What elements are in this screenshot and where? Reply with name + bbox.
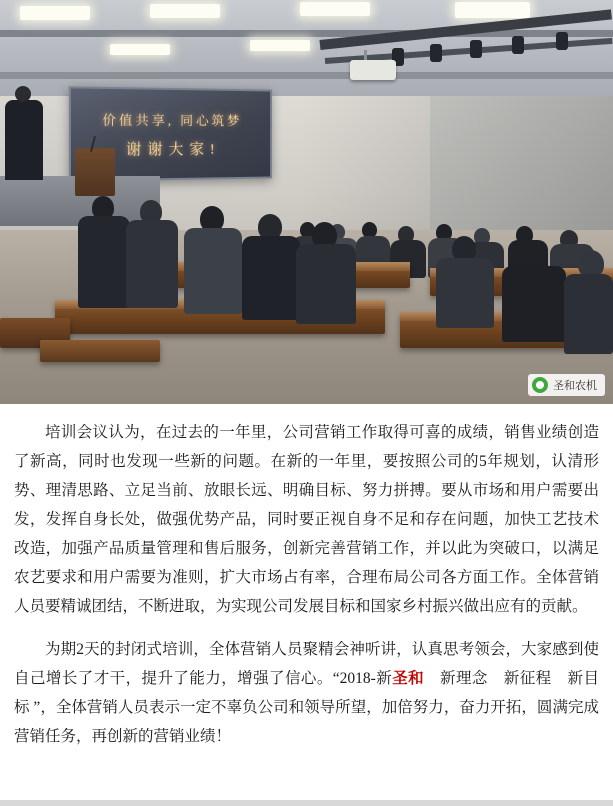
paragraph-2-text-part-1: 为期2天的封闭式培训，全体营销人员聚精会神听讲，认真思考领会，大家感到使自己增长了才干，提升了能力，增强了信心。“2018-新 — [14, 641, 599, 687]
green-circle-logo-icon — [532, 377, 548, 393]
screen-text-line-2: 谢谢大家! — [125, 141, 221, 159]
paragraph-1-text: 培训会议认为，在过去的一年里，公司营销工作取得可喜的成绩，销售业绩创造了新高，同时也发现一些新的问题。在新的一年里，要按照公司的5年规划，认清形势、理清思路、立足当前、放眼长远、明确目标、努力拼搏。要从市场和用户需要出发，发挥自身长处，做强优势产品，同时要正视自身不足和存在问题，加快工艺技术改造，加强产品质量管理和售后服务，创新完善营销工作，并以此为突破口，以满足农艺要求和用户需要为准则，扩大市场占有率，合理布局公司各方面工作。全体营销人员要精诚团结，不断进取，为实现公司发展目标和国家乡村振兴做出应有的贡献。 — [14, 424, 599, 615]
spotlight-icon — [470, 40, 482, 58]
podium — [75, 148, 115, 196]
standing-presenter — [5, 100, 43, 180]
attendee-body — [296, 244, 356, 324]
ceiling-beam — [0, 72, 613, 79]
ceiling-light — [300, 2, 370, 16]
projector — [350, 60, 396, 80]
spotlight-icon — [556, 32, 568, 50]
ceiling-light — [150, 4, 220, 18]
attendee-body — [184, 228, 242, 314]
paragraph-2 — [14, 635, 599, 751]
article-body — [0, 404, 613, 751]
highlighted-brand-text: 圣和 — [392, 670, 425, 687]
spotlight-icon — [430, 44, 442, 62]
attendee-body — [78, 216, 130, 308]
paragraph-1 — [14, 418, 599, 621]
attendee-body — [502, 266, 566, 342]
spotlight-icon — [512, 36, 524, 54]
chair — [40, 340, 160, 362]
attendee-body — [242, 236, 300, 320]
screen-text-line-1: 价值共享, 同心筑梦 — [102, 112, 243, 129]
paragraph-2-text-part-2: 新理念 新征程 新目标 ”，全体营销人员表示一定不辜负公司和领导所望，加倍努力，奋力开拓，圆满完成营销任务，再创新的营销业绩！ — [14, 670, 599, 745]
footer-divider — [0, 800, 613, 806]
attendee-body — [564, 274, 613, 354]
watermark-badge — [528, 374, 605, 396]
ceiling-light — [20, 6, 90, 20]
ceiling-light — [110, 44, 170, 55]
watermark-label: 圣和农机 — [553, 380, 597, 392]
ceiling-light — [250, 40, 310, 51]
ceiling-light — [455, 2, 530, 18]
attendee-body — [436, 258, 494, 328]
attendee-body — [126, 220, 178, 308]
